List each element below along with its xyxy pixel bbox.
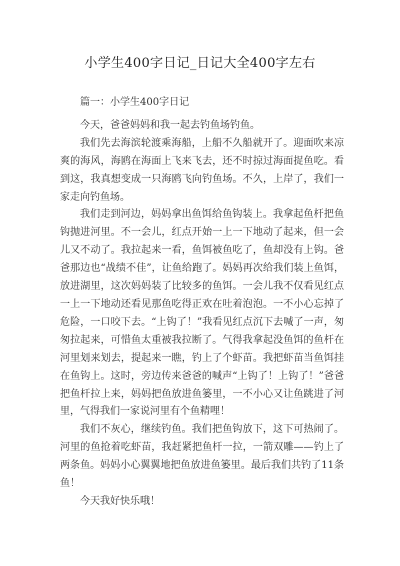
paragraph: 今天，爸爸妈妈和我一起去钓鱼场钓鱼。 <box>80 119 260 131</box>
paragraph: 我们不灰心，继续钓鱼。我们把鱼钩放下，这下可热闹了。河里的鱼抢着吃虾苗，我赶紧把鱼杆一拉，一箭双雕——钓上了两条鱼。妈妈小心翼翼地把鱼放进鱼篓里。最后我们共钓了11条鱼！ <box>60 424 344 490</box>
article-body <box>60 94 344 511</box>
paragraph: 我们先去海滨轮渡乘海船，上船不久船就开了。迎面吹来凉爽的海风，海鸥在海面上飞来飞去，还不时掠过海面捉鱼吃。看到这，我真想变成一只海鸥飞向钓鱼场。不久，上岸了，我们一家走向钓鱼场。 <box>60 137 344 203</box>
paragraph: 今天我好快乐哦！ <box>80 495 160 507</box>
paragraph: 我们走到河边，妈妈拿出鱼饵给鱼钩装上。我拿起鱼杆把鱼钩抛进河里。不一会儿，红点开始一上一下地动了起来，但一会儿又不动了。我拉起来一看，鱼饵被鱼吃了，鱼却没有上钩。爸爸那边也“战绩不佳”，让鱼给跑了。妈妈再次给我们装上鱼饵，放进湖里，这次妈妈装了比较多的鱼饵。一会儿我不仅看见红点一上一下地动还看见那鱼吃得正欢在吐着泡泡。一不小心忘掉了危险，一口咬下去。“上钩了！”我看见红点沉下去喊了一声，匆匆拉起来，可惜鱼太重被我拉断了。气得我拿起没鱼饵的鱼杆在河里划来划去，提起来一瞧，钓上了个虾苗。我把虾苗当鱼饵挂在鱼钩上。这时，旁边传来爸爸的喊声“上钩了！上钩了！”爸爸把鱼杆拉上来，妈妈把鱼放进鱼篓里，一不小心又让鱼跳进了河里，气得我们一家说河里有个鱼精哩！ <box>60 209 344 418</box>
section-heading: 篇一：小学生400字日记 <box>80 97 190 108</box>
page-title: 小学生400字日记_日记大全400字左右 <box>84 56 316 71</box>
